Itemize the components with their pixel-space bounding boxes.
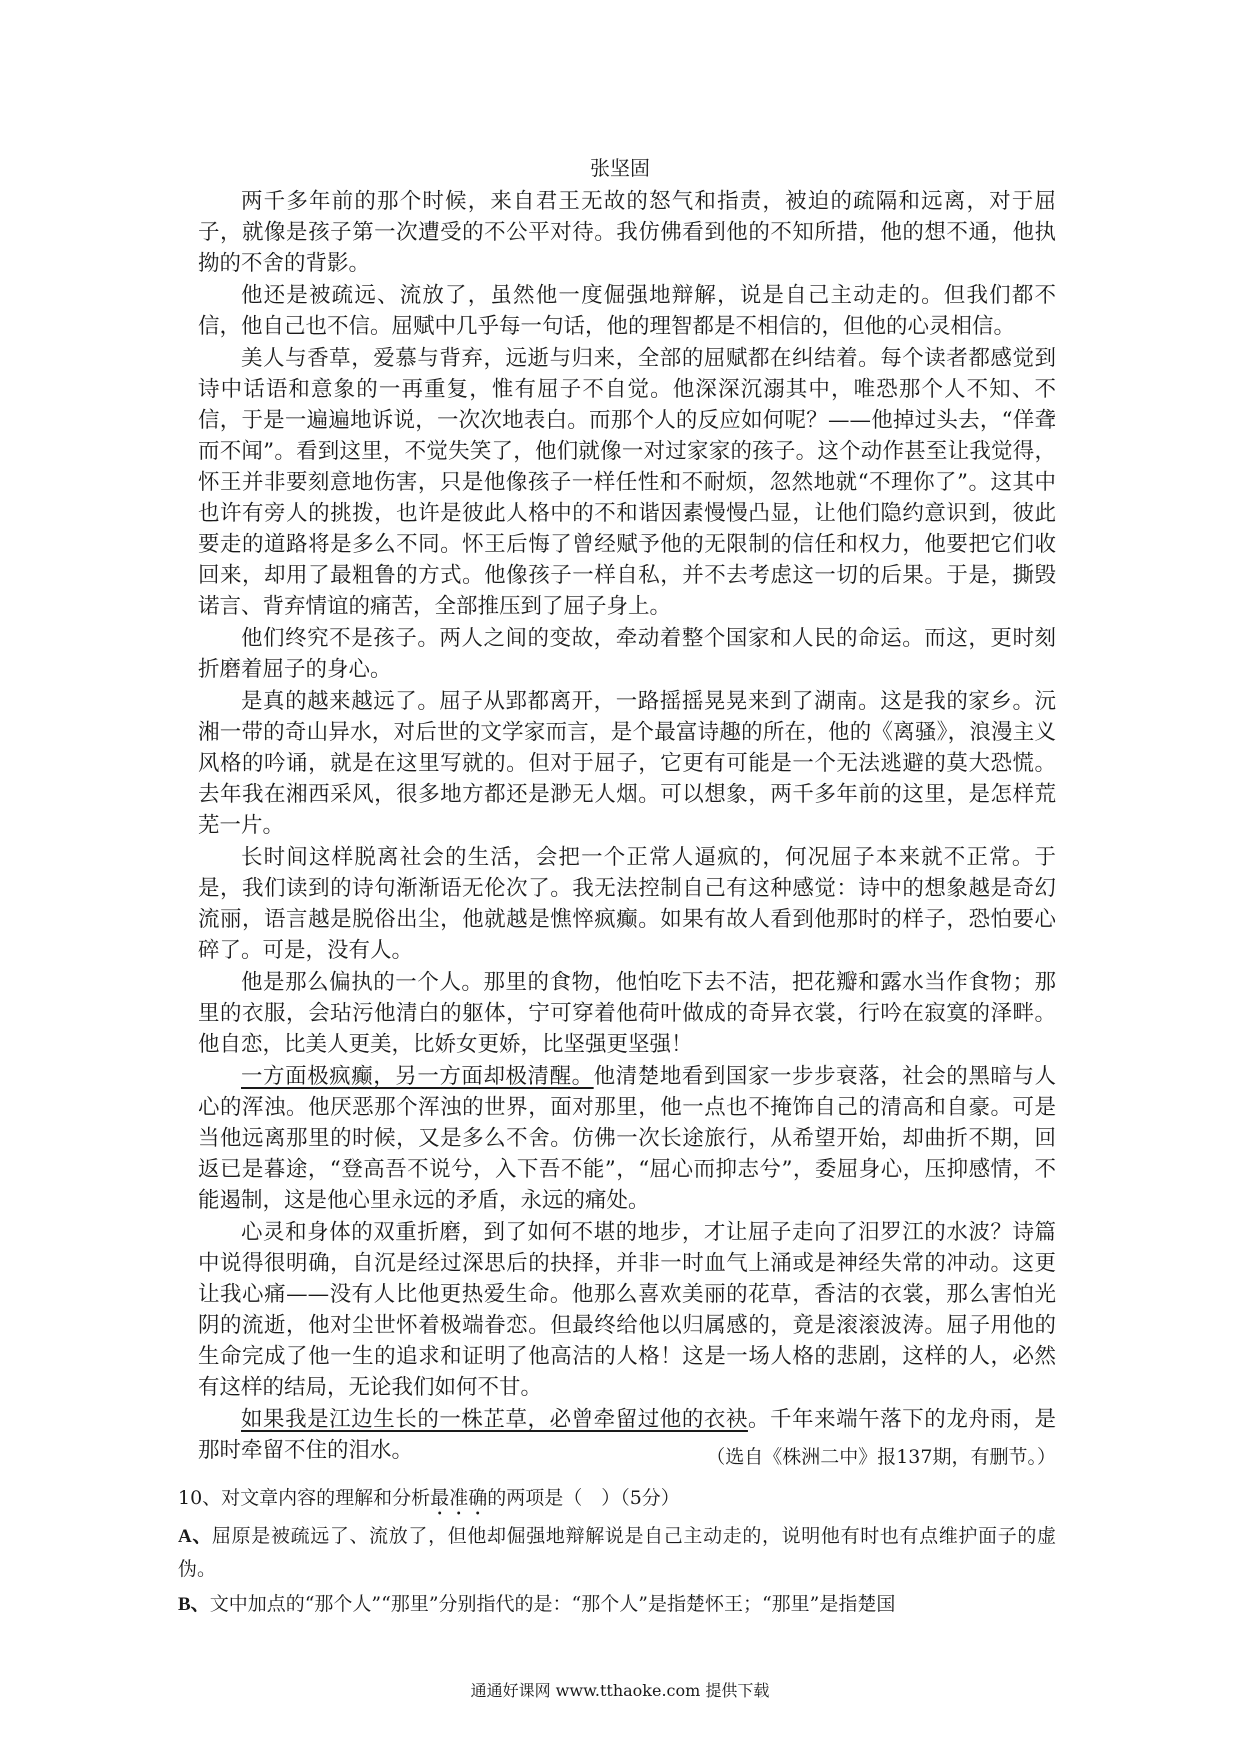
question-stem-b: 的两项是（ ）（5分） [487,1487,680,1509]
paragraph-9: 心灵和身体的双重折磨，到了如何不堪的地步，才让屈子走向了汨罗江的水波？诗篇中说得很明确，自沉是经过深思后的抉择，并非一时血气上涌或是神经失常的冲动。这更让我心痛——没有人比他更热爱生命。他那么喜欢美丽的花草，香洁的衣裳，那么害怕光阴的流逝，他对尘世怀着极端眷恋。但最终给他以归属感的，竟是滚滚波涛。屈子用他的生命完成了他一生的追求和证明了他高洁的人格！这是一场人格的悲剧，这样的人，必然有这样的结局，无论我们如何不甘。 [198,1220,1056,1400]
emphasis-dotted: 最准确 [430,1487,488,1509]
paragraph-4: 他们终究不是孩子。两人之间的变故，牵动着整个国家和人民的命运。而这，更时刻折磨着屈子的身心。 [198,626,1056,682]
option-b [178,1588,1056,1621]
option-a-text: 屈原是被疏远了、流放了，但他却倔强地辩解说是自己主动走的，说明他有时也有点维护面子的虚伪。 [178,1525,1056,1580]
option-a [178,1520,1056,1585]
paragraph-2: 他还是被疏远、流放了，虽然他一度倔强地辩解，说是自己主动走的。但我们都不信，他自己也不信。屈赋中几乎每一句话，他的理智都是不相信的，但他的心灵相信。 [198,283,1056,339]
paragraph-3: 美人与香草，爱慕与背弃，远逝与归来，全部的屈赋都在纠结着。每个读者都感觉到诗中话语和意象的一再重复，惟有屈子不自觉。他深深沉溺其中，唯恐那个人不知、不信，于是一遍遍地诉说，一次次地表白。而那个人的反应如何呢？——他掉过头去，“佯聋而不闻”。看到这里，不觉失笑了，他们就像一对过家家的孩子。这个动作甚至让我觉得，怀王并非要刻意地伤害，只是他像孩子一样任性和不耐烦，忽然地就“不理你了”。这其中也许有旁人的挑拨，也许是彼此人格中的不和谐因素慢慢凸显，让他们隐约意识到，彼此要走的道路将是多么不同。怀王后悔了曾经赋予他的无限制的信任和权力，他要把它们收回来，却用了最粗鲁的方式。他像孩子一样自私，并不去考虑这一切的后果。于是，撕毁诺言、背弃情谊的痛苦，全部推压到了屈子身上。 [198,346,1056,619]
paragraph-5: 是真的越来越远了。屈子从郢都离开，一路摇摇晃晃来到了湖南。这是我的家乡。沅湘一带的奇山异水，对后世的文学家而言，是个最富诗趣的所在，他的《离骚》，浪漫主义风格的吟诵，就是在这里写就的。但对于屈子，它更有可能是一个无法逃避的莫大恐慌。去年我在湘西采风，很多地方都还是渺无人烟。可以想象，两千多年前的这里，是怎样荒芜一片。 [198,689,1056,838]
underlined-sentence: 如果我是江边生长的一株芷草，必曾牵留过他的衣袂 [241,1407,748,1432]
essay-body [198,186,1056,1467]
source-note: （选自《株洲二中》报137期，有删节。） [706,1446,1056,1468]
paragraph-10-rest: 。千年来端午落下的龙舟雨，是那时牵留不住的泪水。 [198,1407,1056,1463]
paragraph-8 [198,1061,1056,1216]
footer-credit: 通通好课网 www.tthaoke.com 提供下载 [470,1681,770,1700]
option-a-label: A、 [178,1526,213,1547]
question-10 [178,1482,1056,1520]
question-stem-a: 10、对文章内容的理解和分析 [178,1487,431,1509]
option-b-text: 文中加点的“那个人”“那里”分别指代的是：“那个人”是指楚怀王；“那里”是指楚国 [209,1593,896,1615]
paragraph-8-rest: 他清楚地看到国家一步步衰落，社会的黑暗与人心的浑浊。他厌恶那个浑浊的世界，面对那里，他一点也不掩饰自己的清高和自豪。可是当他远离那里的时候，又是多么不舍。仿佛一次长途旅行，从希望开始，却曲折不期，回返已是暮途，“登高吾不说兮，入下吾不能”，“屈心而抑志兮”，委屈身心，压抑感情，不能遏制，这是他心里永远的矛盾，永远的痛处。 [198,1064,1056,1213]
paragraph-1: 两千多年前的那个时候，来自君王无故的怒气和指责，被迫的疏隔和远离，对于屈子，就像是孩子第一次遭受的不公平对待。我仿佛看到他的不知所措，他的想不通，他执拗的不舍的背影。 [198,189,1056,276]
author-name: 张坚固 [590,156,650,180]
underlined-sentence: 一方面极疯癫，另一方面却极清醒。 [241,1064,594,1089]
paragraph-6: 长时间这样脱离社会的生活，会把一个正常人逼疯的，何况屈子本来就不正常。于是，我们读到的诗句渐渐语无伦次了。我无法控制自己有这种感觉：诗中的想象越是奇幻流丽，语言越是脱俗出尘，他就越是憔悴疯癫。如果有故人看到他那时的样子，恐怕要心碎了。可是，没有人。 [198,845,1056,963]
paragraph-7: 他是那么偏执的一个人。那里的食物，他怕吃下去不洁，把花瓣和露水当作食物；那里的衣服，会玷污他清白的躯体，宁可穿着他荷叶做成的奇异衣裳，行吟在寂寞的泽畔。他自恋，比美人更美，比娇女更娇，比坚强更坚强！ [198,970,1056,1057]
option-b-label: B、 [178,1594,210,1615]
